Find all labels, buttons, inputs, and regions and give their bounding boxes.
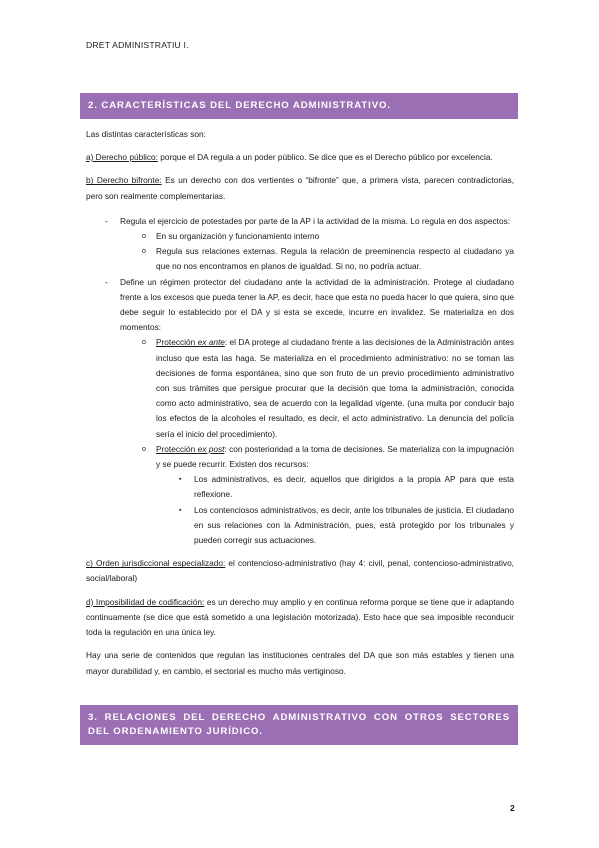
circle-bullet: o xyxy=(142,445,146,453)
item-b-text: Es un derecho con dos vertientes o “bifronte” que, a primera vista, parecen contradictorias, pero son realmente complementarias. xyxy=(86,175,514,201)
item-d-paragraph xyxy=(86,595,514,641)
circle-bullet: o xyxy=(142,233,146,241)
intro-paragraph: Las distintas características son: xyxy=(86,129,206,139)
item-a-paragraph xyxy=(86,150,514,165)
ex-ante-label-post: : xyxy=(224,337,228,348)
item-a-text: porque el DA regula a un poder público. Se dice que es el Derecho público por excelencia. xyxy=(157,152,493,163)
list-item-text: Los administrativos, es decir, aquellos que dirigidos a la propia AP para que esta reflexione. xyxy=(194,474,514,500)
list-item xyxy=(86,503,514,549)
item-b-paragraph xyxy=(86,173,514,203)
ex-ante-label-em: ex ante xyxy=(197,337,225,348)
ex-ante-label-pre: Protección xyxy=(156,337,198,348)
item-c-paragraph xyxy=(86,556,514,586)
circle-bullet: o xyxy=(142,339,146,347)
dash-bullet: - xyxy=(105,276,108,287)
list-item xyxy=(86,229,514,244)
ex-post-label-pre: Protección xyxy=(156,443,198,454)
page-header: DRET ADMINISTRATIU I. xyxy=(86,40,189,50)
list-item-text: el DA protege al ciudadano frente a las decisiones de la Administración antes incluso que esta las haga. Se materializa en el procedimiento administrativo: no se toman las decisiones de forma espontánea, sino que son fruto de un previo procedimiento administrativo con sus trámites que persigue procurar que la decisión que toma la administración, conocida como acto administrativo, sea de acuerdo con la legalidad vigente. (una multa por conducir bajo los efectos de la alcoholes el resultado, es decir, el acto administrativo. La denuncia del policía sería el inicio del procedimiento). xyxy=(156,337,514,439)
list-item-text: Los contenciosos administrativos, es decir, ante los tribunales de justicia. El ciudadano en sus relaciones con la Administración, pues, está protegido por los tribunales y pueden corregir sus actuaciones. xyxy=(194,504,514,546)
item-a-label: a) Derecho público: xyxy=(86,152,158,163)
ex-post-label-em: ex post xyxy=(197,443,225,454)
dash-bullet: - xyxy=(105,215,108,226)
list-item-text: Regula sus relaciones externas. Regula la relación de preeminencia respecto al ciudadano ya que no nos encontramos en planos de igualdad. Si no, no podría actuar. xyxy=(156,246,514,272)
item-d-label: d) Imposibilidad de codificación: xyxy=(86,596,205,607)
item-c-text: el contencioso-administrativo (hay 4: civil, penal, contencioso-administrativo, social/laboral) xyxy=(86,558,514,584)
page-number: 2 xyxy=(510,803,515,813)
ex-post-label-post: : xyxy=(224,443,227,454)
item-c-label: c) Orden jurisdiccional especializado: xyxy=(86,558,226,569)
section-heading-2: 2. CARACTERÍSTICAS DEL DERECHO ADMINISTRATIVO. xyxy=(80,93,518,119)
square-bullet: ▪ xyxy=(179,506,182,514)
list-item xyxy=(86,442,514,472)
square-bullet: ▪ xyxy=(179,476,182,484)
list-item xyxy=(86,275,514,336)
list-item-text: Regula el ejercicio de potestades por parte de la AP i la actividad de la misma. Lo regula en dos aspectos: xyxy=(120,215,511,226)
item-d-text: es un derecho muy amplio y en continua reforma porque se tiene que ir adaptando continuamente (se dice que está sometido a una legislación motorizada). Esto hace que sea imposible reconducir toda la regulación en una única ley. xyxy=(86,596,514,638)
list-item-text: con posterioridad a la toma de decisiones. Se materializa con la impugnación y se puede recurrir. Existen dos recursos: xyxy=(156,443,514,470)
list-item-text: Define un régimen protector del ciudadano ante la actividad de la administración. Protege al ciudadano frente a los excesos que pueda tener la AP, es decir, hace que esta no pueda hacer lo que quiera, sino que debe seguir lo establecido por el DA y si esta se excede, incurre en invalidez. Se materializa en dos momentos: xyxy=(120,276,514,333)
list-item xyxy=(86,472,514,502)
list-item xyxy=(86,335,514,441)
section-2-body xyxy=(86,127,514,679)
section-heading-3: 3. RELACIONES DEL DERECHO ADMINISTRATIVO CON OTROS SECTORES DEL ORDENAMIENTO JURÍDICO. xyxy=(80,705,518,745)
list-item-text: En su organización y funcionamiento interno xyxy=(156,231,320,242)
closing-paragraph: Hay una serie de contenidos que regulan las instituciones centrales del DA que son más estables y tienen una mayor durabilidad y, en cambio, el sectorial es mucho más vertiginoso. xyxy=(86,650,514,676)
list-item xyxy=(86,244,514,274)
item-b-label: b) Derecho bifronte: xyxy=(86,175,162,186)
list-item xyxy=(86,214,514,229)
circle-bullet: o xyxy=(142,248,146,256)
